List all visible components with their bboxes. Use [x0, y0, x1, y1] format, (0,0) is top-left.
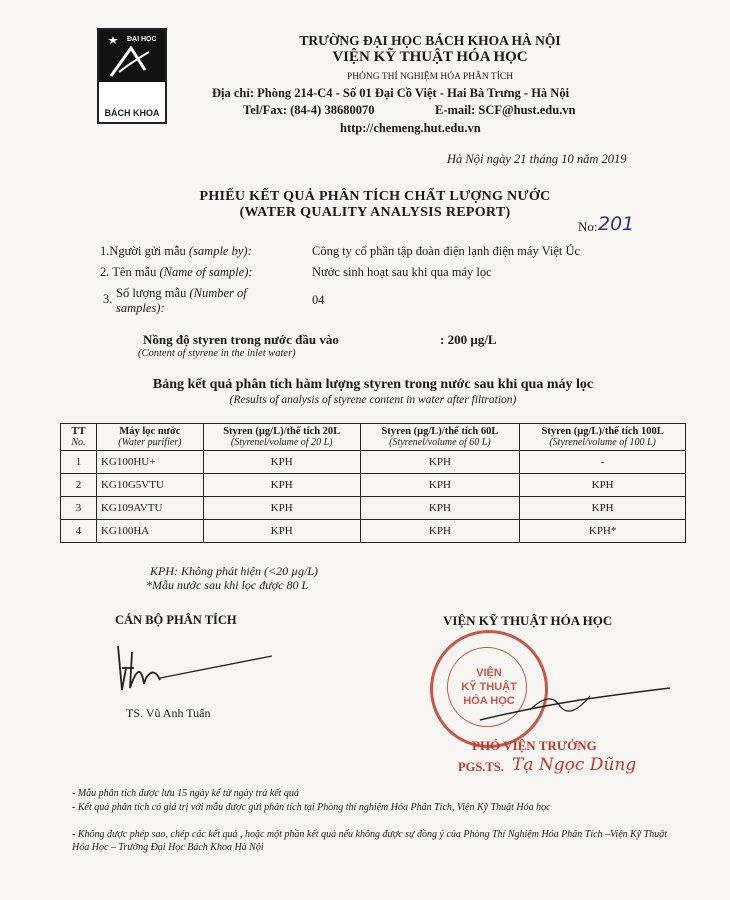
col-header-purifier	[96, 424, 203, 451]
table-row	[61, 451, 686, 474]
website[interactable]: http://chemeng.hut.edu.vn	[340, 121, 481, 135]
director-name-prefix: PGS.TS.	[458, 760, 504, 774]
col-header-20l	[203, 424, 360, 451]
table-row	[61, 520, 686, 543]
stamp-line-3: HÓA HỌC	[463, 695, 515, 707]
results-table	[60, 423, 686, 543]
col-header-100l-en: (Styrenel/volume of 100 L)	[549, 437, 656, 448]
report-number: 201	[598, 213, 635, 235]
col-header-purifier-en: (Water purifier)	[118, 437, 182, 448]
table-title-en: (Results of analysis of styrene content in water after filtration)	[229, 394, 517, 406]
cell-20l: KPH	[203, 497, 360, 520]
stamp-line-2: KỸ THUẬT	[461, 681, 517, 693]
col-header-purifier-vi: Máy lọc nước	[119, 426, 181, 437]
table-row	[61, 474, 686, 497]
cell-no: 2	[61, 474, 97, 497]
cell-60l: KPH	[360, 474, 520, 497]
cell-60l: KPH	[360, 497, 520, 520]
analyst-signature-icon	[112, 638, 282, 698]
col-header-60l	[360, 424, 520, 451]
institute-name: VIỆN KỸ THUẬT HÓA HỌC	[332, 49, 528, 65]
report-title-en: (WATER QUALITY ANALYSIS REPORT)	[239, 205, 511, 220]
cell-purifier: KG109AVTU	[96, 497, 203, 520]
info-count-label-en: (Number of samples):	[116, 286, 247, 315]
director-signature-icon	[470, 670, 680, 730]
logo-bottom-text: BÁCH KHOA	[104, 108, 160, 118]
director-role: PHÓ VIỆN TRƯỞNG	[472, 738, 597, 753]
cell-60l: KPH	[360, 451, 520, 474]
inlet-label: Nồng độ styren trong nước đầu vào	[143, 332, 339, 347]
col-header-20l-en: (Styrenel/volume of 20 L)	[230, 437, 333, 448]
col-header-no	[61, 424, 97, 451]
university-logo	[97, 28, 167, 124]
info-sample-label	[100, 265, 253, 280]
institute-sign-title: VIỆN KỸ THUẬT HÓA HỌC	[443, 613, 613, 628]
col-header-no-en: No.	[71, 437, 86, 448]
cell-no: 4	[61, 520, 97, 543]
email[interactable]: E-mail: SCF@hust.edu.vn	[435, 103, 576, 117]
info-count-value: 04	[312, 293, 325, 307]
info-sender-label-vi: 1.Người gửi mẫu	[100, 244, 186, 258]
info-sample-label-en: (Name of sample):	[159, 265, 253, 279]
col-header-100l-vi: Styren (µg/L)/thể tích 100L	[541, 426, 664, 437]
cell-60l: KPH	[360, 520, 520, 543]
cell-100l: KPH*	[520, 520, 686, 543]
analyst-name: TS. Vũ Anh Tuấn	[126, 706, 211, 720]
col-header-20l-vi: Styren (µg/L)/thể tích 20L	[223, 426, 341, 437]
cell-100l: KPH	[520, 474, 686, 497]
col-header-no-vi: TT	[71, 426, 86, 437]
address: Địa chỉ: Phòng 214-C4 - Số 01 Đại Cồ Việt - Hai Bà Trưng - Hà Nội	[212, 86, 570, 100]
cell-100l: KPH	[520, 497, 686, 520]
cell-purifier: KG100HU+	[96, 451, 203, 474]
lab-name: PHÒNG THÍ NGHIỆM HÓA PHÂN TÍCH	[346, 72, 514, 82]
university-name: TRƯỜNG ĐẠI HỌC BÁCH KHOA HÀ NỘI	[299, 33, 561, 48]
col-header-100l	[520, 424, 686, 451]
report-title-vi: PHIẾU KẾT QUẢ PHÂN TÍCH CHẤT LƯỢNG NƯỚC	[199, 189, 551, 204]
col-header-60l-en: (Styrenel/volume of 60 L)	[389, 437, 491, 448]
cell-20l: KPH	[203, 451, 360, 474]
logo-emblem	[99, 30, 165, 82]
analyst-title: CÁN BỘ PHÂN TÍCH	[115, 613, 237, 627]
inlet-value: : 200 µg/L	[440, 332, 497, 347]
info-sample-label-vi: 2. Tên mẫu	[100, 265, 157, 279]
inlet-label-en: Content of styrene in the inlet water)	[141, 348, 296, 359]
col-header-60l-vi: Styren (µg/L)/thể tích 60L	[381, 426, 499, 437]
footnote-3: - Không được phép sao, chép các kết quả , hoặc một phần kết quả nếu không được sự đồng ý của Phòng Thí Nghiệm Hóa Phân Tích –Viện Kỹ Thuật Hóa Học – Trường Đại Học Bách Khoa Hà Nội	[72, 829, 668, 853]
logo-top-text: ĐẠI HỌC	[127, 36, 157, 43]
cell-20l: KPH	[203, 474, 360, 497]
table-row	[61, 497, 686, 520]
table-title-vi: Bảng kết quả phân tích hàm lượng styren trong nước sau khi qua máy lọc	[152, 377, 594, 392]
note-80l: *Mẫu nước sau khi lọc được 80 L	[146, 578, 309, 592]
cell-purifier: KG10G5VTU	[96, 474, 203, 497]
cell-no: 1	[61, 451, 97, 474]
date-line: Hà Nội ngày 21 tháng 10 năm 2019	[447, 152, 627, 166]
director-name: Tạ Ngọc Dũng	[512, 755, 637, 775]
report-no-label: No:	[578, 219, 598, 234]
info-count-label-vi: Số lượng mẫu	[116, 286, 187, 300]
info-count-num: 3.	[103, 292, 113, 306]
cell-purifier: KG100HA	[96, 520, 203, 543]
stamp-line-1: VIỆN	[476, 667, 502, 679]
info-sender-label	[100, 244, 252, 259]
table-header-row	[61, 424, 686, 451]
info-sample-value: Nước sinh hoạt sau khi qua máy lọc	[312, 265, 492, 279]
cell-no: 3	[61, 497, 97, 520]
cell-100l: -	[520, 451, 686, 474]
info-count-label	[116, 286, 286, 316]
cell-20l: KPH	[203, 520, 360, 543]
footnote-2: - Kết quả phân tích có giá trị với mẫu được gửi phân tích tại Phòng thí nghiệm Hóa Phân Tích, Viện Kỹ Thuật Hóa học	[72, 802, 551, 813]
info-sender-label-en: (sample by):	[188, 244, 252, 258]
note-kph: KPH: Không phát hiện (<20 µg/L)	[150, 564, 319, 578]
inlet-label-en-wrap: (Content of styrene in the inlet water)	[138, 348, 296, 359]
footnote-1: - Mẫu phân tích được lưu 15 ngày kể từ ngày trả kết quả	[72, 788, 299, 799]
tel-fax: Tel/Fax: (84-4) 38680070	[243, 103, 375, 117]
info-sender-value: Công ty cổ phần tập đoàn điện lạnh điện máy Việt Úc	[312, 244, 581, 258]
